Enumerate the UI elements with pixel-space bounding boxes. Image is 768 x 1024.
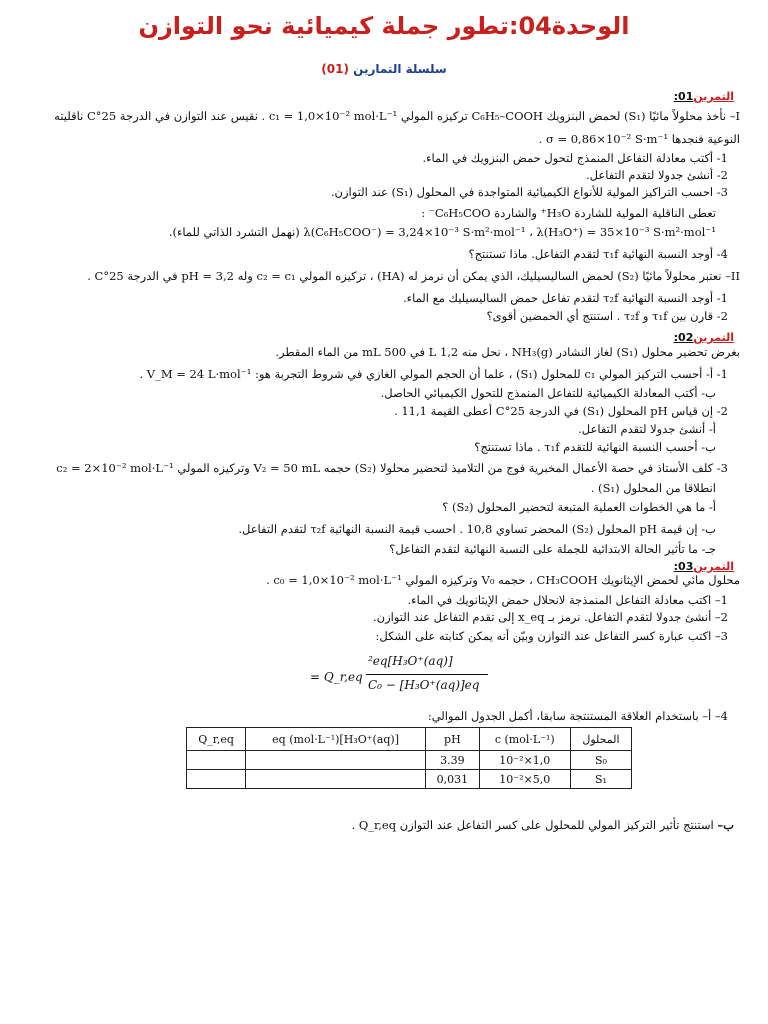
table-cell bbox=[187, 751, 246, 770]
ex1-line-1: I– نأخذ محلولاً مائيًا (S₁) لحمض البنزويك C₆H₅–COOH تركيزه المولي c₁ = 1,0×10⁻² mol·L⁻¹ . نقيس عند التوازن في الدرجة 25°C ناقليته bbox=[54, 109, 740, 123]
table-cell: 5,0×10⁻² bbox=[479, 770, 570, 789]
table-row bbox=[187, 770, 632, 789]
ex3-line-1: محلول مائي لحمض الإيثانويك CH₃COOH ، حجمه V₀ وتركيزه المولي c₀ = 1,0×10⁻² mol·L⁻¹ . bbox=[266, 573, 740, 587]
ex1-line-9: II– نعتبر محلولاً مائيًا (S₂) لحمض الساليسيليك، الذي يمكن أن نرمز له (HA) ، تركيزه المولي c₂ = c₁ وله pH = 3,2 في الدرجة 25°C . bbox=[87, 269, 740, 283]
table-header-cell: المحلول bbox=[570, 728, 631, 751]
ex2-line-11: جـ- ما تأثير الحالة الابتدائية للجملة على النسبة النهائية لتقدم التفاعل؟ bbox=[389, 542, 716, 556]
table-header-row bbox=[187, 728, 632, 751]
ex3-line-2: 1– اكتب معادلة التفاعل المنمذجة لانحلال حمض الإيثانويك في الماء. bbox=[407, 593, 728, 607]
table-header-cell: Q_r,eq bbox=[187, 728, 246, 751]
ex1-line-10: 1- أوجد النسبة النهائية τ₂f لتقدم تفاعل حمض الساليسيليك مع الماء. bbox=[403, 291, 728, 305]
exercise-2-number: 02: bbox=[673, 331, 694, 344]
conclusion-label: ب– bbox=[717, 818, 734, 832]
exercise-1-label: التمرين bbox=[693, 90, 734, 103]
ex3-line-5: 4– أ– باستخدام العلاقة المستنتجة سابقا، أكمل الجدول الموالي: bbox=[427, 709, 728, 723]
conclusion-text: استنتج تأثير التركيز المولي للمحلول على كسر التفاعل عند التوازن Q_r,eq . bbox=[351, 818, 714, 832]
quotient-formula bbox=[310, 652, 490, 704]
table-cell: S₀ bbox=[570, 751, 631, 770]
exercise-1-heading bbox=[674, 90, 734, 103]
exercise-1-number: 01: bbox=[673, 90, 694, 103]
table-row bbox=[187, 751, 632, 770]
fraction-bar bbox=[366, 674, 488, 675]
exercise-3-number: 03: bbox=[673, 560, 694, 573]
exercise-2-heading bbox=[674, 331, 734, 344]
table-header-cell: c (mol·L⁻¹) bbox=[479, 728, 570, 751]
ex2-line-1: بغرض تحضير محلول (S₁) لغاز النشادر NH₃(g) ، نحل منه 1,2 L في 500 mL من الماء المقطر. bbox=[275, 345, 740, 359]
ex2-line-9: أ- ما هي الخطوات العملية المتبعة لتحضير المحلول (S₂) ؟ bbox=[442, 500, 716, 514]
ex2-line-3: ب- أكتب المعادلة الكيميائية للتفاعل المنمذج للتحول الكيميائي الحاصل. bbox=[380, 386, 716, 400]
formula-numerator: [H₃O⁺(aq)]²eq bbox=[368, 654, 453, 668]
table-cell: S₁ bbox=[570, 770, 631, 789]
ex1-line-11: 2- قارن بين τ₁f و τ₂f . استنتج أي الحمضين أقوى؟ bbox=[486, 309, 728, 323]
ex1-line-7: λ(C₆H₅COO⁻) = 3,24×10⁻³ S·m²·mol⁻¹ ، λ(H₃O⁺) = 35×10⁻³ S·m²·mol⁻¹ (نهمل التشرد الذاتي للماء). bbox=[168, 225, 716, 239]
ex1-line-5: 3- احسب التراكيز المولية للأنواع الكيميائية المتواجدة في المحلول (S₁) عند التوازن. bbox=[330, 185, 728, 199]
table-cell: 0,031 bbox=[426, 770, 480, 789]
ex2-line-10: ب- إن قيمة pH المحلول (S₂) المحضر تساوي 10,8 . احسب قيمة النسبة النهائية τ₂f لتقدم التفاعل. bbox=[238, 522, 716, 536]
ex2-line-4: 2- إن قياس pH المحلول (S₁) في الدرجة 25°C أعطى القيمة 11,1 . bbox=[394, 404, 728, 418]
ex2-line-6: ب- أحسب النسبة النهائية للتقدم τ₁f . ماذا تستنتج؟ bbox=[474, 440, 716, 454]
exercise-3-label: التمرين bbox=[693, 560, 734, 573]
table-cell: 1,0×10⁻² bbox=[479, 751, 570, 770]
ex2-line-2: 1- أ- أحسب التركيز المولي c₁ للمحلول (S₁) ، علما أن الحجم المولي الغازي في شروط التجربة هو: V_M = 24 L·mol⁻¹ . bbox=[139, 367, 728, 381]
ex1-line-4: 2- أنشئ جدولا لتقدم التفاعل. bbox=[586, 168, 728, 182]
series-heading bbox=[0, 62, 768, 76]
exercise-2-label: التمرين bbox=[693, 331, 734, 344]
ex1-line-2: النوعية فنجدها σ = 0,86×10⁻² S·m⁻¹ . bbox=[538, 132, 740, 146]
ex1-line-8: 4- أوجد النسبة النهائية τ₁f لتقدم التفاعل. ماذا تستنتج؟ bbox=[468, 247, 728, 261]
formula-denominator: C₀ − [H₃O⁺(aq)]eq bbox=[368, 678, 480, 692]
ex3-line-3: 2– أنشئ جدولا لتقدم التفاعل. نرمز بـ x_eq إلى تقدم التفاعل عند التوازن. bbox=[373, 610, 728, 624]
ex1-line-3: 1- أكتب معادلة التفاعل المنمذج لتحول حمض البنزويك في الماء. bbox=[422, 151, 728, 165]
table-cell bbox=[246, 770, 426, 789]
series-number: (01) bbox=[321, 62, 349, 76]
table-header-cell: [H₃O⁺(aq)]eq (mol·L⁻¹) bbox=[246, 728, 426, 751]
results-table bbox=[186, 727, 632, 789]
page-title: الوحدة04:تطور جملة كيميائية نحو التوازن bbox=[138, 12, 630, 40]
table-cell: 3.39 bbox=[426, 751, 480, 770]
table-cell bbox=[187, 770, 246, 789]
ex2-line-8: انطلاقا من المحلول (S₁) . bbox=[590, 481, 716, 495]
formula-lhs: Q_r,eq = bbox=[310, 670, 363, 684]
table-header-cell: pH bbox=[426, 728, 480, 751]
series-label: سلسلة التمارين bbox=[353, 62, 447, 76]
ex1-line-6: تعطى الناقلية المولية للشاردة H₃O⁺ والشاردة C₆H₅COO⁻ : bbox=[421, 206, 716, 220]
ex3-conclusion bbox=[352, 818, 734, 832]
table-cell bbox=[246, 751, 426, 770]
ex2-line-7: 3- كلف الأستاذ في حصة الأعمال المخبرية فوج من التلاميذ لتحضير محلولا (S₂) حجمه V₂ = 50 mL وتركيزه المولي c₂ = 2×10⁻² mol·L⁻¹ bbox=[56, 461, 728, 475]
ex2-line-5: أ- أنشئ جدولا لتقدم التفاعل. bbox=[578, 422, 716, 436]
ex3-line-4: 3– اكتب عبارة كسر التفاعل عند التوازن وبيّن أنه يمكن كتابته على الشكل: bbox=[375, 629, 728, 643]
